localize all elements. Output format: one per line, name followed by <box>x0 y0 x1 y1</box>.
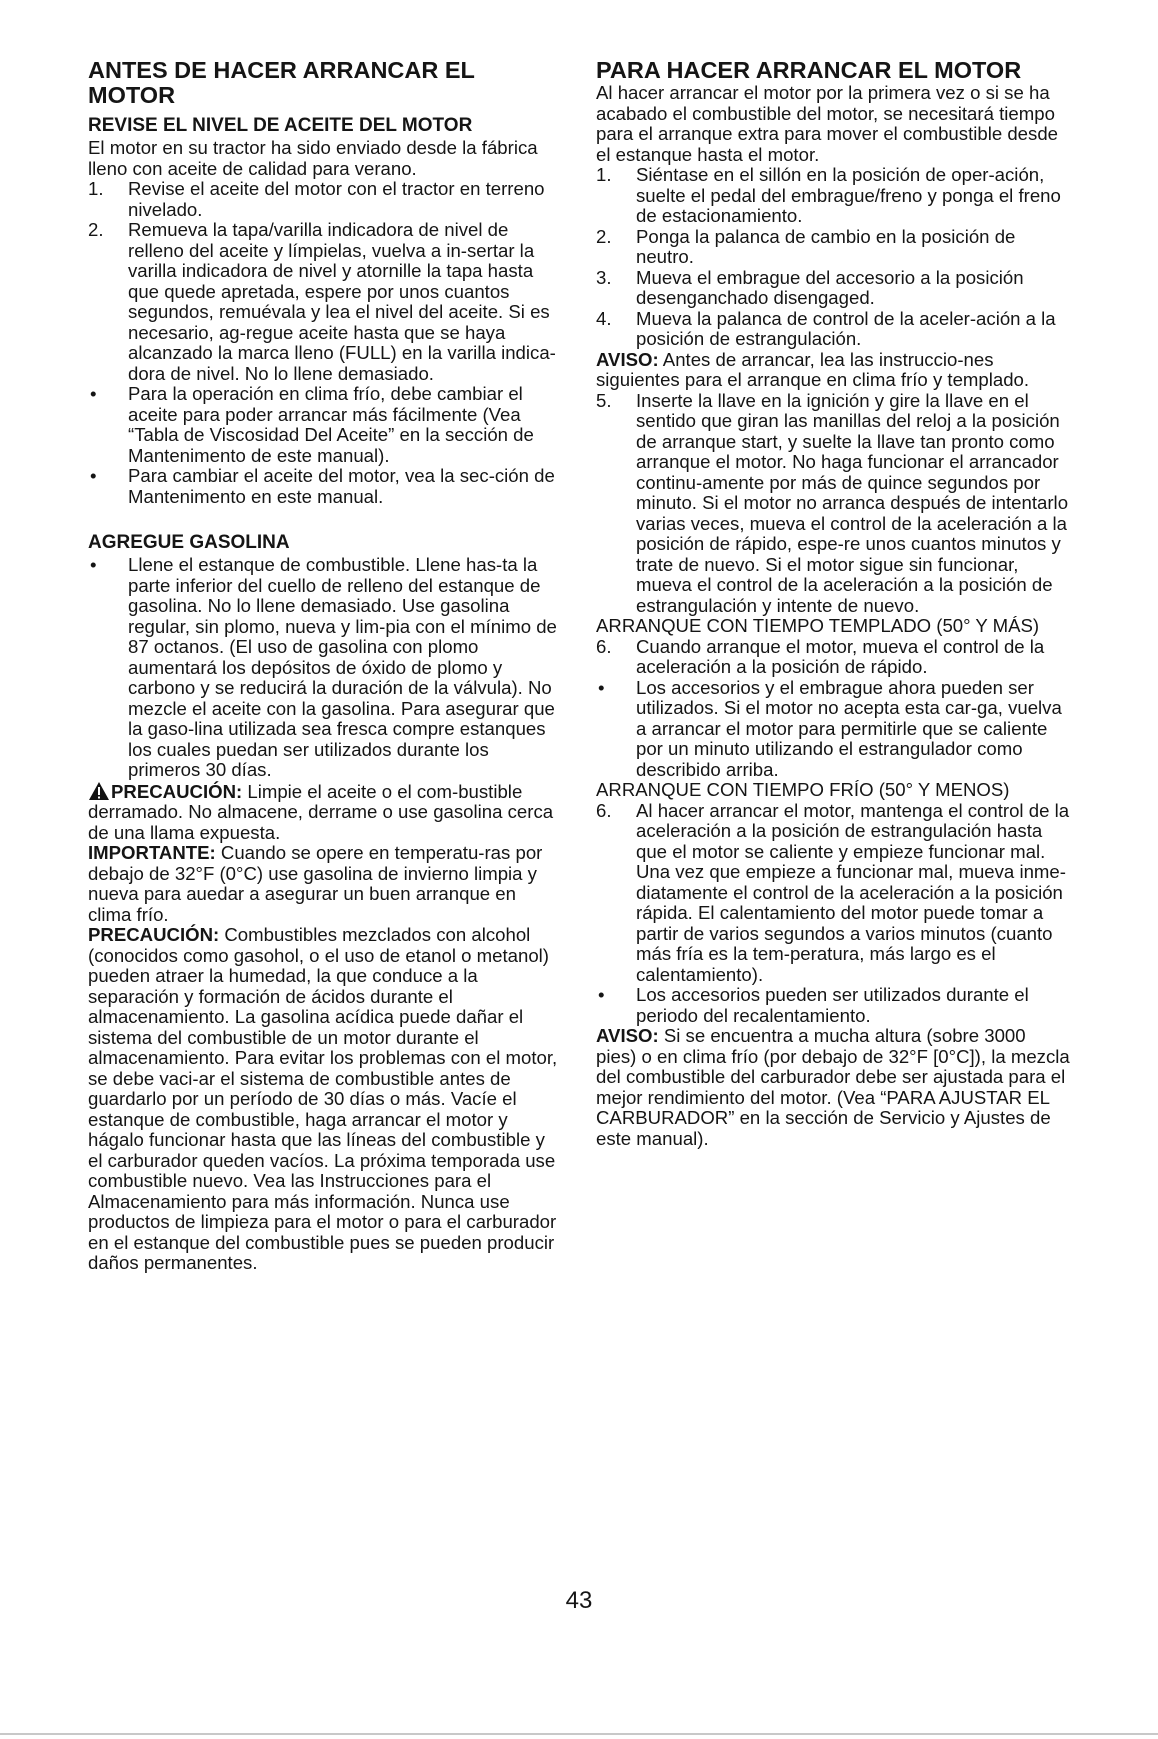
notice-text: Si se encuentra a mucha altura (sobre 3000 pies) o en clima frío (por debajo de 32°F [0°C]), la mezcla del combustible del carburador debe ser ajustada para el mejor rendimiento del motor. (Vea “PARA AJUSTAR EL CARBURADOR” en la sección de Servicio y Ajustes de este manual). <box>596 1025 1070 1149</box>
bullet-text: Para cambiar el aceite del motor, vea la sec-ción de Mantenimento en este manual. <box>128 465 555 507</box>
bullet-text: Los accesorios y el embrague ahora pueden ser utilizados. Si el motor no acepta esta car-ga, vuelva a arrancar el motor para permitirle que se caliente por un minuto utilizando el estrangulador como describido arriba. <box>636 676 1062 780</box>
left-column <box>88 58 563 1274</box>
caution-label: PRECAUCIÓN: <box>88 924 220 945</box>
start-step-2 <box>596 227 1071 268</box>
right-column <box>596 58 1071 1149</box>
warning-triangle-icon <box>88 781 110 801</box>
bullet-mark: • <box>90 554 97 575</box>
oil-step-2 <box>88 220 563 384</box>
step-number: 3. <box>596 266 612 288</box>
step-number: 1. <box>88 178 104 199</box>
caution-text: Limpie el aceite o el com-bustible derramado. No almacene, derrame o use gasolina cerca de una llama expuesta. <box>88 780 554 843</box>
bullet-mark: • <box>598 984 605 1005</box>
oil-bullet-1 <box>88 384 563 466</box>
caution-alcohol-fuel <box>88 925 563 1274</box>
bullet-mark: • <box>90 465 97 486</box>
step-text: Ponga la palanca de cambio en la posición de neutro. <box>636 225 1016 267</box>
step-text: Siéntase en el sillón en la posición de oper-ación, suelte el pedal del embrague/freno y ponga el freno de estacionamiento. <box>636 164 1061 226</box>
warm-step-6 <box>596 637 1071 678</box>
subheading-warm-start: ARRANQUE CON TIEMPO TEMPLADO (50° Y MÁS) <box>596 615 1040 636</box>
step-number: 2. <box>88 219 104 240</box>
step-number: 4. <box>596 307 612 329</box>
start-step-4 <box>596 309 1071 350</box>
bullet-text: Los accesorios pueden ser utilizados durante el periodo del recalentamiento. <box>636 984 1029 1026</box>
step-text: Revise el aceite del motor con el tractor en terreno nivelado. <box>128 178 545 220</box>
fuel-bullet <box>88 555 563 781</box>
important-text: Cuando se opere en temperatu-ras por debajo de 32°F (0°C) use gasolina de invierno limpia y nueva para auedar a asegurar un buen arranque en clima frío. <box>88 842 543 925</box>
step-number: 2. <box>596 225 612 247</box>
start-step-5 <box>596 391 1071 617</box>
step-text: Mueva el embrague del accesorio a la posición desenganchado disengaged. <box>636 266 1024 308</box>
bullet-mark: • <box>598 676 605 698</box>
start-step-1 <box>596 165 1071 227</box>
step-number: 5. <box>596 389 612 411</box>
start-step-3 <box>596 268 1071 309</box>
start-intro-paragraph: Al hacer arrancar el motor por la primera vez o si se ha acabado el combustible del motor, se necesitará tiempo para el arranque extra para mover el combustible desde el estanque hasta el motor. <box>596 82 1059 165</box>
important-label: IMPORTANTE: <box>88 842 216 863</box>
notice-text: Antes de arrancar, lea las instruccio-nes siguientes para el arranque en clima frío y templado. <box>596 348 1030 390</box>
subheading-check-oil: REVISE EL NIVEL DE ACEITE DEL MOTOR <box>88 115 473 136</box>
important-winter-fuel <box>88 843 563 925</box>
oil-step-1 <box>88 179 563 220</box>
step-text: Al hacer arrancar el motor, mantenga el control de la aceleración a la posición de estrangulación hasta que el motor se caliente y empieze funcionar mal. Una vez que empieze a funcionar mal, mueva inme-diatamente el control de la aceleración a la posición rápida. El calentamiento del motor puede tomar a partir de varios segundos a varios minutos (cuanto más fría es la tem-peratura, más largo es el calentamiento). <box>636 799 1070 985</box>
notice-label: AVISO: <box>596 348 659 370</box>
warm-bullet <box>596 678 1071 781</box>
bottom-rule <box>0 1733 1158 1735</box>
bullet-text: Para la operación en clima frío, debe cambiar el aceite para poder arrancar más fácilmente (Vea “Tabla de Viscosidad Del Aceite” en la sección de Mantenimento de este manual). <box>128 383 534 466</box>
notice-altitude <box>596 1026 1071 1149</box>
notice-label: AVISO: <box>596 1025 659 1046</box>
step-number: 1. <box>596 164 612 185</box>
cold-bullet <box>596 985 1071 1026</box>
subheading-add-fuel: AGREGUE GASOLINA <box>88 532 290 553</box>
step-number: 6. <box>596 799 612 821</box>
subheading-cold-start: ARRANQUE CON TIEMPO FRÍO (50° Y MENOS) <box>596 779 1010 800</box>
step-text: Remueva la tapa/varilla indicadora de nivel de relleno del aceite y límpielas, vuelva a in-sertar la varilla indicadora de nivel y atornille la tapa hasta que quede apretada, espere por unos cuantos segundos, remuévala y lea el nivel del aceite. Si es necesario, ag-regue aceite hasta que se haya alcanzado la marca lleno (FULL) en la varilla indica-dora de nivel. No lo llene demasiado. <box>128 219 556 384</box>
step-text: Inserte la llave en la ignición y gire la llave en el sentido que giran las manillas del reloj a la posición de arranque start, y suelte la llave tan pronto como arranque el motor. No haga funcionar el arrancador continu-amente por más de quince segundos por minuto. Si el motor no arranca después de intentarlo varias veces, mueva el control de la aceleración a la posición de rápido, espe-re unos cuantos minutos y trate de nuevo. Si el motor sigue sin funcionar, mueva el control de la aceleración a la posición de estrangulación y intente de nuevo. <box>636 389 1069 616</box>
section-title-before-starting: ANTES DE HACER ARRANCAR EL MOTOR <box>88 57 475 108</box>
oil-intro-paragraph: El motor en su tractor ha sido enviado desde la fábrica lleno con aceite de calidad para verano. <box>88 137 538 179</box>
cold-step-6 <box>596 801 1071 986</box>
caution-fuel-spill <box>88 781 563 844</box>
section-title-starting-engine: PARA HACER ARRANCAR EL MOTOR <box>596 57 1022 83</box>
step-text: Mueva la palanca de control de la aceler-ación a la posición de estrangulación. <box>636 307 1056 349</box>
notice-cold-warm <box>596 350 1071 391</box>
step-text: Cuando arranque el motor, mueva el control de la aceleración a la posición de rápido. <box>636 635 1045 677</box>
caution-label: PRECAUCIÓN: <box>111 780 243 802</box>
page-number: 43 <box>565 1587 593 1614</box>
oil-bullet-2 <box>88 466 563 507</box>
bullet-mark: • <box>90 383 97 404</box>
caution-text: Combustibles mezclados con alcohol (conocidos como gasohol, o el uso de etanol o metanol) pueden atraer la humedad, la que conduce a la separación y formación de ácidos durante el almacenamiento. La gasolina acídica puede dañar el sistema del combustible de un motor durante el almacenamiento. Para evitar los problemas con el motor, se debe vaci-ar el sistema de combustible antes de guardarlo por un período de 30 días o más. Vacíe el estanque de combustible, haga arrancar el motor y hágalo funcionar hasta que las líneas del combustible y el carburador queden vacíos. La próxima temporada use combustible nuevo. Vea las Instrucciones para el Almacenamiento para más información. Nunca use productos de limpieza para el motor o para el carburador en el estanque del combustible pues se pueden producir daños permanentes. <box>88 924 558 1273</box>
bullet-text: Llene el estanque de combustible. Llene has-ta la parte inferior del cuello de relleno del estanque de gasolina. No lo llene demasiado. Use gasolina regular, sin plomo, nueva y lim-pia con el mínimo de 87 octanos. (El uso de gasolina con plomo aumentará los depósitos de óxido de plomo y carbono y se reducirá la duración de la válvula). No mezcle el aceite con la gasolina. Para asegurar que la gaso-lina utilizada sea fresca compre estanques los cuales puedan ser utilizados durante los primeros 30 días. <box>128 554 557 780</box>
step-number: 6. <box>596 635 612 657</box>
